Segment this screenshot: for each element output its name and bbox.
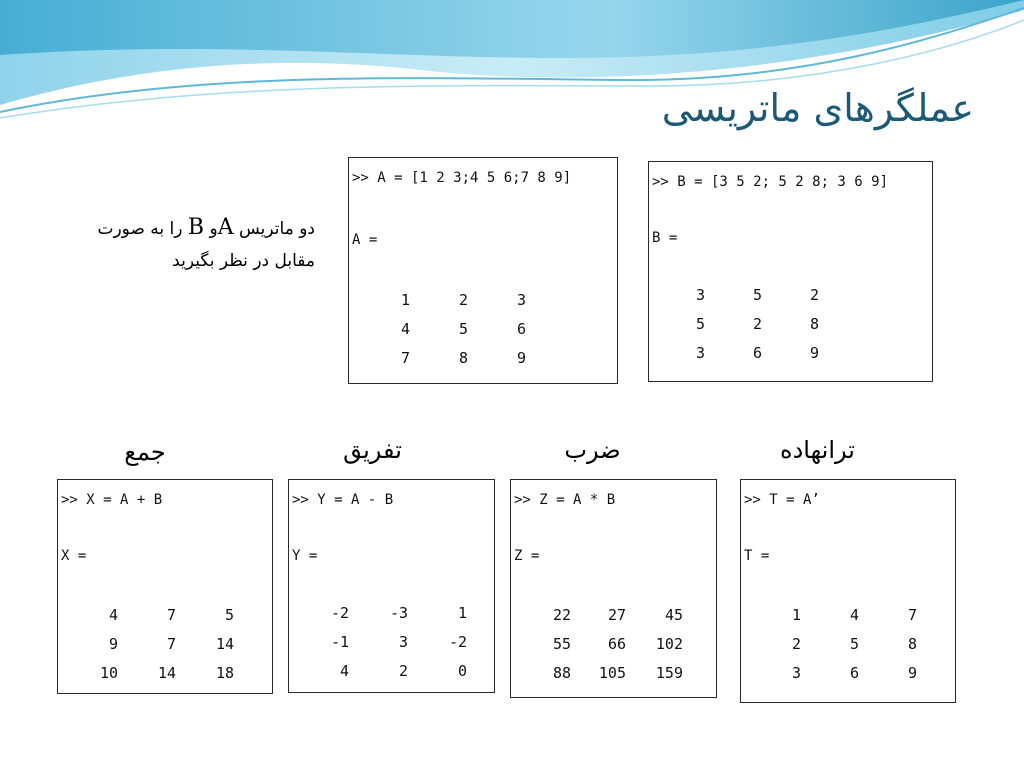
table-row <box>92 629 234 658</box>
cell: 4 <box>400 319 410 338</box>
table-row <box>383 343 526 372</box>
cell: 7 <box>907 605 917 624</box>
cell: 55 <box>552 634 571 653</box>
matrix-values <box>317 598 467 685</box>
cell: 2 <box>791 634 801 653</box>
table-row <box>317 656 467 685</box>
cell: 3 <box>398 632 408 651</box>
table-row <box>687 309 819 338</box>
cell: 8 <box>809 314 819 333</box>
cell: 22 <box>552 605 571 624</box>
matrix-b-symbol: B <box>187 215 205 240</box>
cell: 6 <box>752 343 762 362</box>
console-matrix-a <box>348 157 618 384</box>
cell: 3 <box>695 343 705 362</box>
console-var: A = <box>352 232 378 248</box>
console-var: X = <box>61 548 87 564</box>
table-row <box>92 658 234 687</box>
table-row <box>687 338 819 367</box>
console-var: Z = <box>514 548 540 564</box>
cell: 9 <box>108 634 118 653</box>
matrix-values <box>92 600 234 687</box>
table-row <box>383 314 526 343</box>
console-transpose <box>740 479 956 703</box>
cell: 2 <box>398 661 408 680</box>
cell: 5 <box>752 285 762 304</box>
intro-line-2: مقابل در نظر بگیرید <box>172 251 315 271</box>
matrix-a-symbol: A <box>217 215 234 240</box>
cell: 5 <box>849 634 859 653</box>
table-row <box>539 658 683 687</box>
cell: 1 <box>791 605 801 624</box>
cell: 105 <box>598 663 626 682</box>
table-row <box>383 285 526 314</box>
label-transpose: ترانهاده <box>780 436 855 464</box>
table-row <box>781 629 917 658</box>
intro-suffix: را به صورت <box>97 219 183 239</box>
intro-text <box>40 212 315 277</box>
table-row <box>687 280 819 309</box>
matrix-values <box>781 600 917 687</box>
cell: -2 <box>448 632 467 651</box>
console-command: >> X = A + B <box>61 492 163 508</box>
intro-line-1 <box>40 212 315 245</box>
page-title: عملگرهای ماتریسی <box>661 86 974 130</box>
cell: 9 <box>907 663 917 682</box>
cell: 8 <box>907 634 917 653</box>
table-row <box>539 600 683 629</box>
console-matrix-b <box>648 161 933 382</box>
cell: 27 <box>607 605 626 624</box>
console-command: >> B = [3 5 2; 5 2 8; 3 6 9] <box>652 174 889 190</box>
cell: 45 <box>664 605 683 624</box>
cell: 5 <box>224 605 234 624</box>
cell: 3 <box>516 290 526 309</box>
cell: 0 <box>457 661 467 680</box>
cell: 4 <box>849 605 859 624</box>
cell: 66 <box>607 634 626 653</box>
matrix-values <box>539 600 683 687</box>
cell: 159 <box>655 663 683 682</box>
matrix-values <box>383 285 526 372</box>
cell: 5 <box>695 314 705 333</box>
cell: 14 <box>215 634 234 653</box>
matrix-values <box>687 280 819 367</box>
cell: 14 <box>157 663 176 682</box>
table-row <box>539 629 683 658</box>
table-row <box>781 600 917 629</box>
cell: 7 <box>166 605 176 624</box>
cell: 8 <box>458 348 468 367</box>
cell: 9 <box>809 343 819 362</box>
cell: 7 <box>166 634 176 653</box>
cell: 1 <box>457 603 467 622</box>
label-sum: جمع <box>124 438 166 466</box>
intro-prefix: دو ماتریس <box>239 219 315 239</box>
console-difference <box>288 479 495 693</box>
cell: 18 <box>215 663 234 682</box>
label-product: ضرب <box>564 436 621 464</box>
cell: 7 <box>400 348 410 367</box>
cell: 5 <box>458 319 468 338</box>
table-row <box>781 658 917 687</box>
cell: 6 <box>516 319 526 338</box>
cell: -3 <box>389 603 408 622</box>
cell: 2 <box>809 285 819 304</box>
cell: 88 <box>552 663 571 682</box>
console-command: >> A = [1 2 3;4 5 6;7 8 9] <box>352 170 572 186</box>
table-row <box>92 600 234 629</box>
console-var: Y = <box>292 548 318 564</box>
cell: 102 <box>655 634 683 653</box>
cell: -1 <box>330 632 349 651</box>
cell: 4 <box>339 661 349 680</box>
cell: 2 <box>752 314 762 333</box>
cell: 9 <box>516 348 526 367</box>
table-row <box>317 627 467 656</box>
console-var: B = <box>652 230 678 246</box>
console-product <box>510 479 717 698</box>
cell: 3 <box>791 663 801 682</box>
and-word: و <box>209 219 218 239</box>
label-difference: تفریق <box>343 436 402 464</box>
cell: 10 <box>99 663 118 682</box>
console-command: >> Y = A - B <box>292 492 394 508</box>
console-sum <box>57 479 273 694</box>
table-row <box>317 598 467 627</box>
cell: 3 <box>695 285 705 304</box>
cell: 4 <box>108 605 118 624</box>
cell: -2 <box>330 603 349 622</box>
cell: 2 <box>458 290 468 309</box>
console-command: >> T = A’ <box>744 492 820 508</box>
cell: 6 <box>849 663 859 682</box>
cell: 1 <box>400 290 410 309</box>
console-command: >> Z = A * B <box>514 492 616 508</box>
console-var: T = <box>744 548 770 564</box>
